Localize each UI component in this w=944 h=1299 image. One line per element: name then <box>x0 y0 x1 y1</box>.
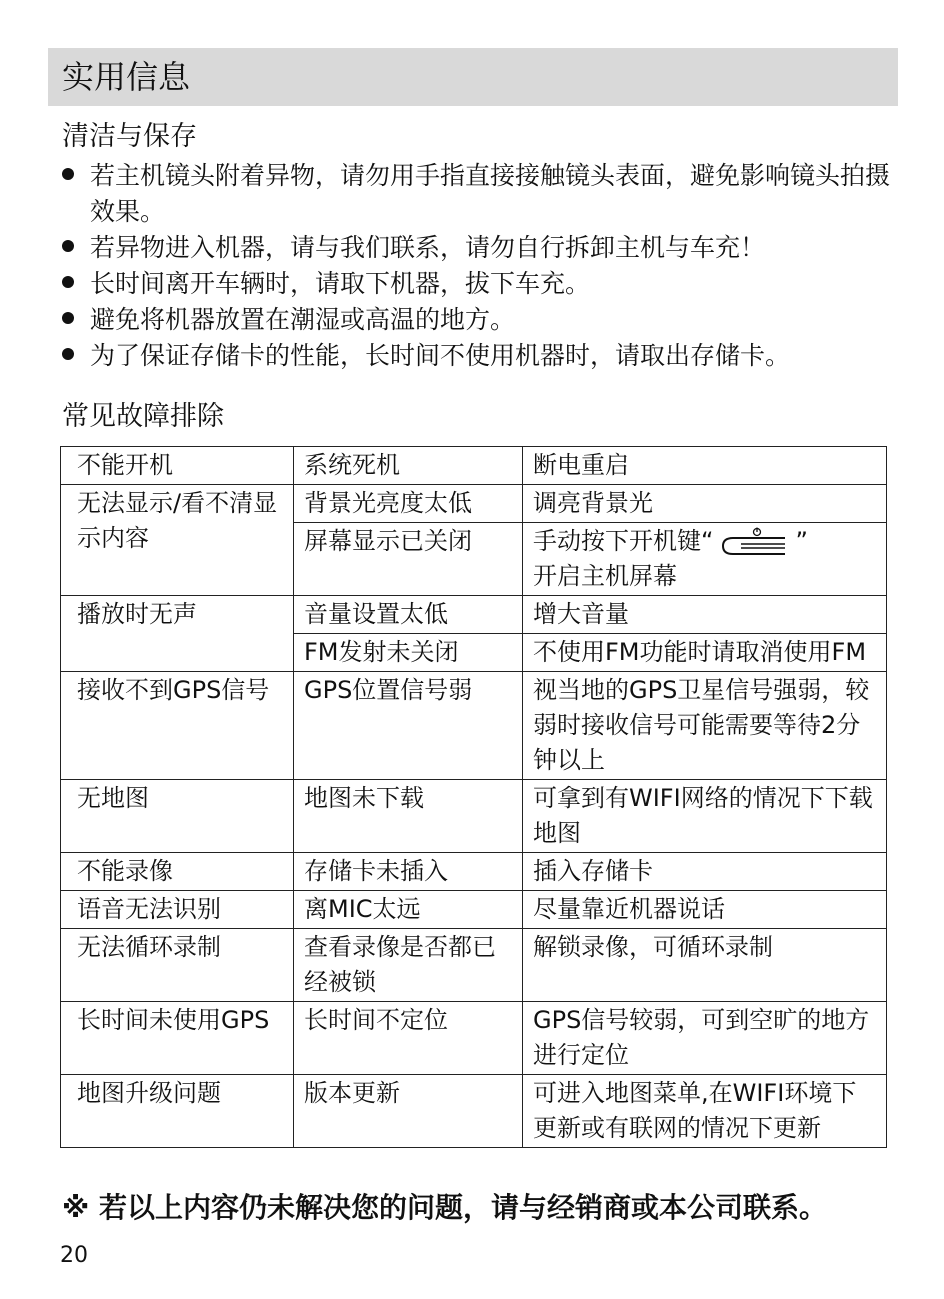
cause-cell: 离MIC太远 <box>294 891 523 929</box>
problem-cell: 长时间未使用GPS <box>61 1002 294 1075</box>
cause-cell: 音量设置太低 <box>294 596 523 634</box>
problem-cell: 无地图 <box>61 780 294 853</box>
solution-cell: 增大音量 <box>523 596 887 634</box>
cause-cell: GPS位置信号弱 <box>294 672 523 780</box>
solution-cell: 尽量靠近机器说话 <box>523 891 887 929</box>
troubleshooting-table <box>60 446 887 1148</box>
cause-cell: 存储卡未插入 <box>294 853 523 891</box>
solution-cell: 不使用FM功能时请取消使用FM <box>523 634 887 672</box>
problem-cell: 播放时无声 <box>61 596 294 672</box>
cause-cell: 背景光亮度太低 <box>294 485 523 523</box>
list-item: 若主机镜头附着异物，请勿用手指直接接触镜头表面，避免影响镜头拍摄效果。 <box>60 158 900 230</box>
cause-cell: FM发射未关闭 <box>294 634 523 672</box>
bullet-icon <box>62 312 74 324</box>
solution-cell: 可拿到有WIFI网络的情况下下载地图 <box>523 780 887 853</box>
bullet-icon <box>62 276 74 288</box>
problem-cell: 不能录像 <box>61 853 294 891</box>
table-row <box>61 485 887 523</box>
solution-cell: GPS信号较弱，可到空旷的地方进行定位 <box>523 1002 887 1075</box>
list-item: 避免将机器放置在潮湿或高温的地方。 <box>60 302 900 338</box>
problem-cell: 地图升级问题 <box>61 1075 294 1148</box>
power-button-icon <box>719 527 789 557</box>
solution-cell: 手动按下开机键“ ” 开启主机屏幕 <box>523 523 887 596</box>
cause-cell: 地图未下载 <box>294 780 523 853</box>
table-row <box>61 853 887 891</box>
solution-cell: 解锁录像，可循环录制 <box>523 929 887 1002</box>
table-row <box>61 780 887 853</box>
list-item: 为了保证存储卡的性能，长时间不使用机器时，请取出存储卡。 <box>60 338 900 374</box>
page-number: 20 <box>60 1243 88 1268</box>
problem-cell: 接收不到GPS信号 <box>61 672 294 780</box>
cause-cell: 版本更新 <box>294 1075 523 1148</box>
solution-cell: 断电重启 <box>523 447 887 485</box>
cause-cell: 系统死机 <box>294 447 523 485</box>
table-row <box>61 672 887 780</box>
problem-cell: 语音无法识别 <box>61 891 294 929</box>
cleaning-list <box>60 158 900 374</box>
problem-cell: 无法显示/看不清显示内容 <box>61 485 294 596</box>
list-item: 若异物进入机器，请与我们联系，请勿自行拆卸主机与车充！ <box>60 230 900 266</box>
table-row <box>61 1075 887 1148</box>
troubleshooting-section-title: 常见故障排除 <box>62 401 224 432</box>
cause-cell: 查看录像是否都已经被锁 <box>294 929 523 1002</box>
solution-cell: 视当地的GPS卫星信号强弱，较弱时接收信号可能需要等待2分钟以上 <box>523 672 887 780</box>
table-row <box>61 447 887 485</box>
table-row <box>61 596 887 634</box>
table-row <box>61 891 887 929</box>
bullet-icon <box>62 348 74 360</box>
cause-cell: 长时间不定位 <box>294 1002 523 1075</box>
solution-cell: 调亮背景光 <box>523 485 887 523</box>
problem-cell: 无法循环录制 <box>61 929 294 1002</box>
table-row <box>61 929 887 1002</box>
section-header-bar <box>48 48 898 106</box>
bullet-icon <box>62 240 74 252</box>
cleaning-section-title: 清洁与保存 <box>62 121 197 152</box>
bullet-icon <box>62 168 74 180</box>
solution-cell: 可进入地图菜单,在WIFI环境下更新或有联网的情况下更新 <box>523 1075 887 1148</box>
footer-note: ※ 若以上内容仍未解决您的问题，请与经销商或本公司联系。 <box>62 1191 827 1224</box>
problem-cell: 不能开机 <box>61 447 294 485</box>
table-row <box>61 1002 887 1075</box>
solution-cell: 插入存储卡 <box>523 853 887 891</box>
cause-cell: 屏幕显示已关闭 <box>294 523 523 596</box>
page-title: 实用信息 <box>62 58 191 96</box>
list-item: 长时间离开车辆时，请取下机器，拔下车充。 <box>60 266 900 302</box>
